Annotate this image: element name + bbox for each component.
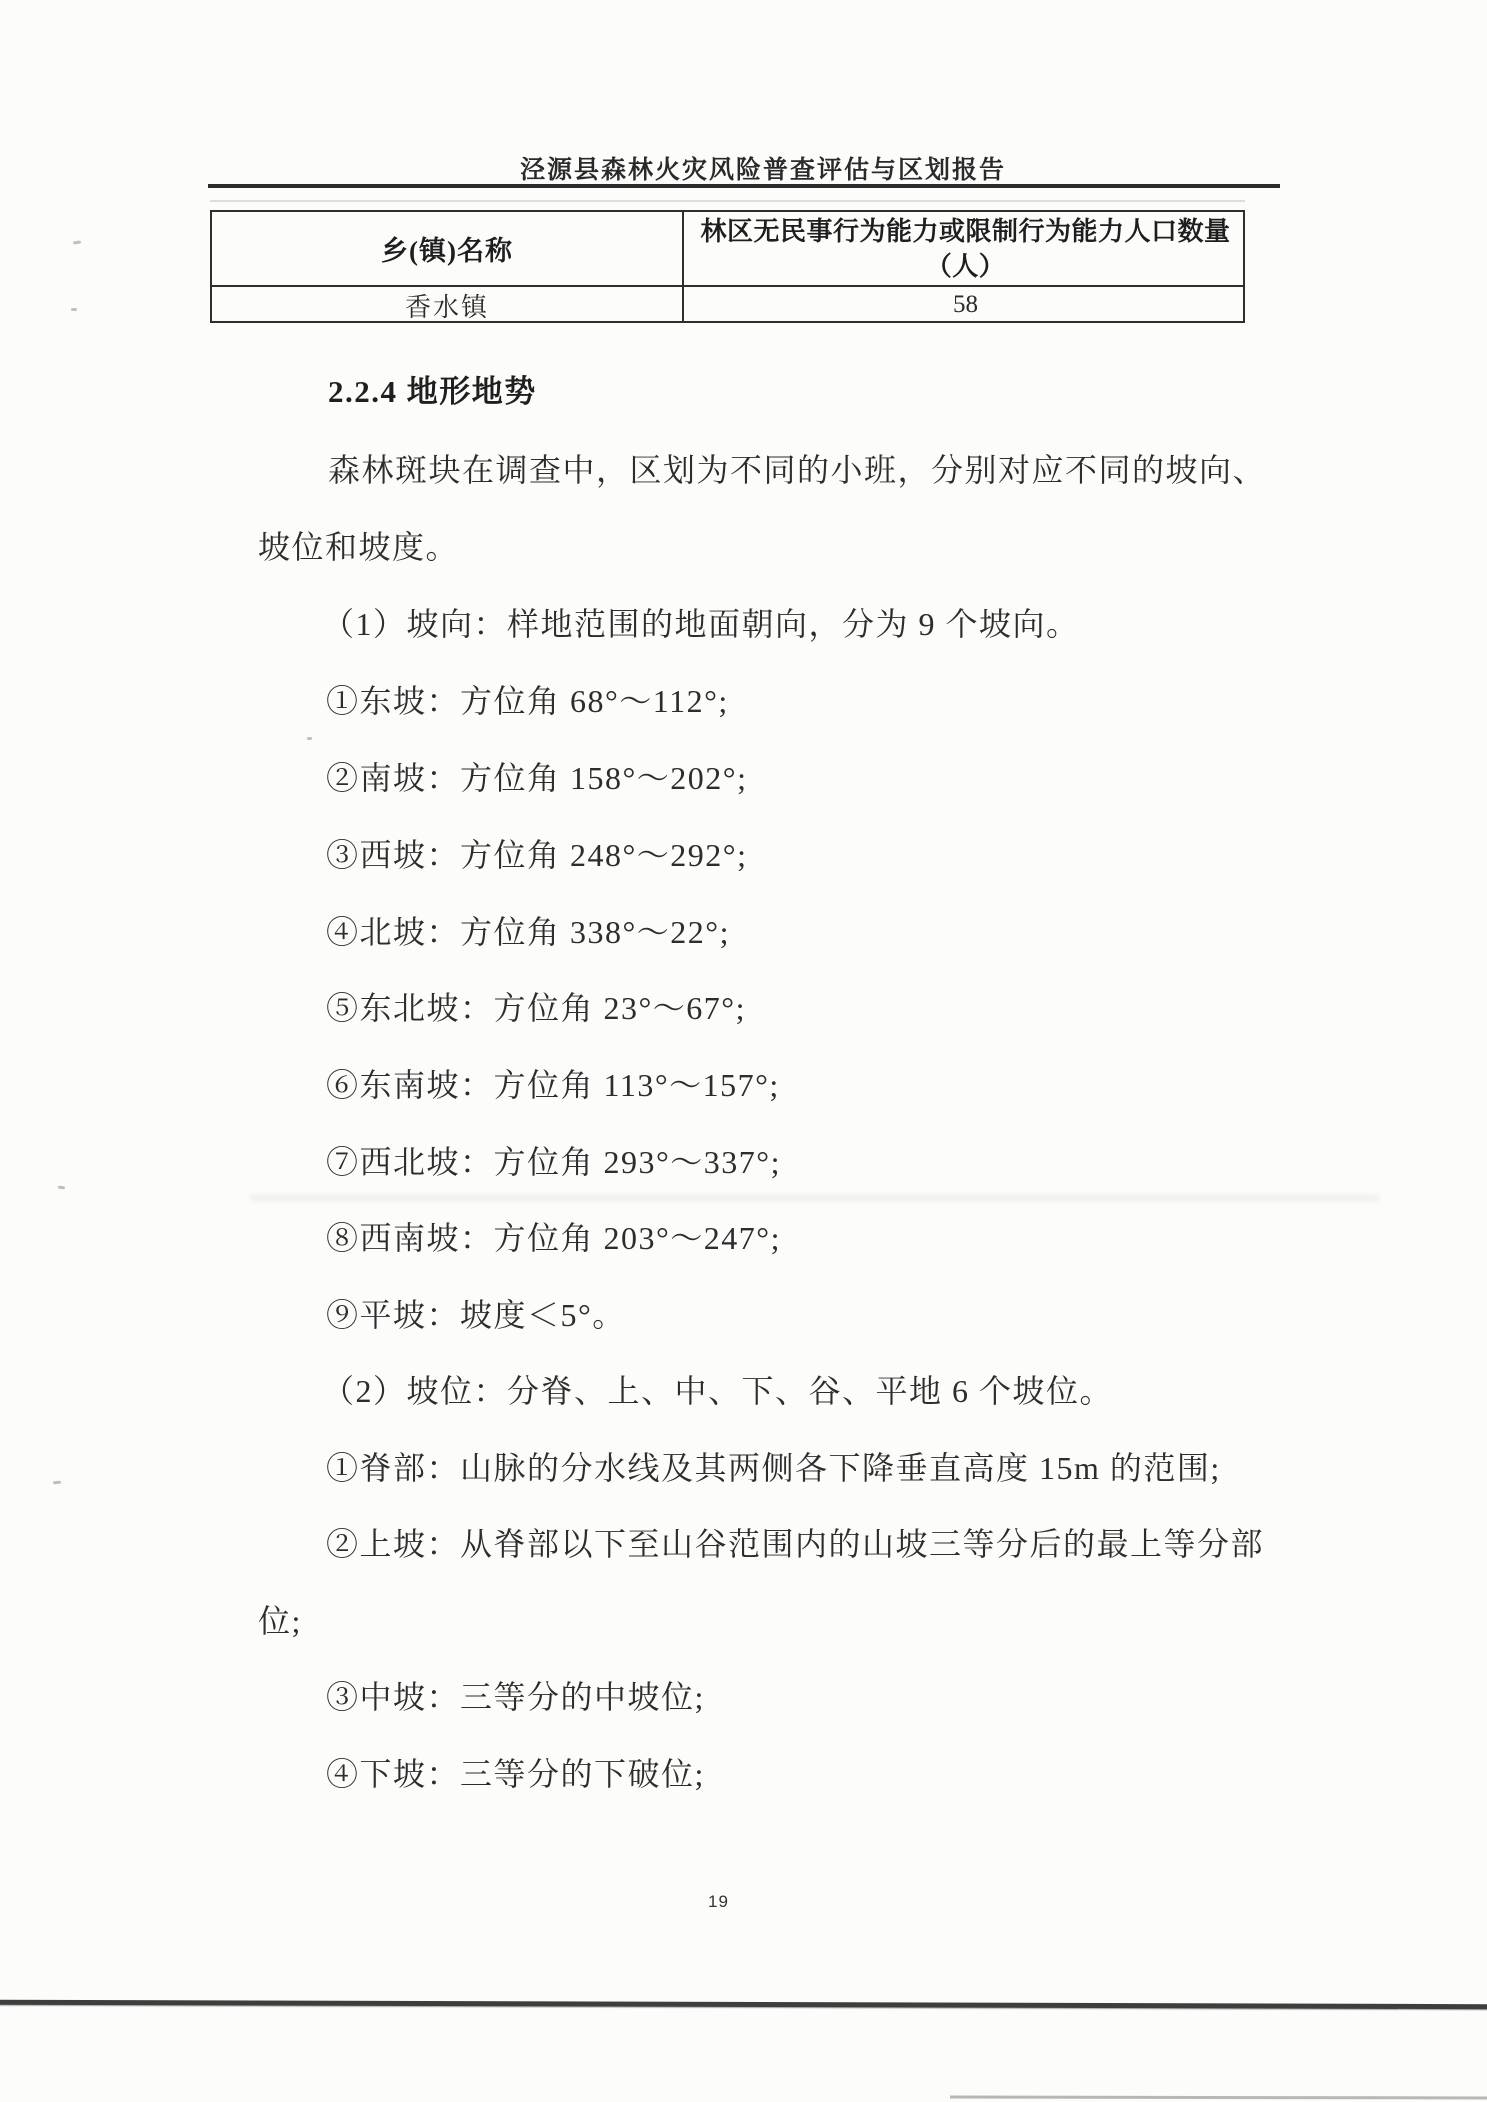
scan-artifact <box>210 200 1245 202</box>
list-item-line: ⑧西南坡：方位角 203°～247°; <box>326 1220 781 1256</box>
scan-speck <box>58 1186 65 1190</box>
list-item-line: ③西坡：方位角 248°～292°; <box>326 837 748 873</box>
running-header-title: 泾源县森林火灾风险普查评估与区划报告 <box>519 157 1007 184</box>
table-header-population-line2: （人） <box>925 251 1006 281</box>
list-item-line: ⑨平坡：坡度＜5°。 <box>326 1297 626 1333</box>
scan-speck <box>71 308 77 311</box>
table-header-town-name: 乡(镇)名称 <box>381 236 513 266</box>
list-item-line: （1）坡向：样地范围的地面朝向，分为 9 个坡向。 <box>322 606 1080 642</box>
list-item-line: ④下坡：三等分的下破位; <box>326 1756 705 1792</box>
paragraph-line: 位; <box>258 1603 302 1639</box>
list-item-line: ②南坡：方位角 158°～202°; <box>326 760 748 796</box>
list-item-line: ③中坡：三等分的中坡位; <box>326 1679 705 1715</box>
scan-speck <box>73 240 81 244</box>
list-item-line: ⑦西北坡：方位角 293°～337°; <box>326 1144 781 1180</box>
scan-edge-bar <box>0 2000 1487 2009</box>
list-item-line: ①脊部：山脉的分水线及其两侧各下降垂直高度 15m 的范围; <box>326 1450 1221 1486</box>
table-header-population <box>684 212 1247 285</box>
list-item-line: ⑤东北坡：方位角 23°～67°; <box>326 990 746 1026</box>
scan-artifact <box>250 1194 1380 1202</box>
list-item-line: ①东坡：方位角 68°～112°; <box>326 683 729 719</box>
list-item-line: （2）坡位：分脊、上、中、下、谷、平地 6 个坡位。 <box>322 1373 1114 1409</box>
table-cell-town-name: 香水镇 <box>404 292 489 322</box>
scan-speck <box>307 737 312 740</box>
table-cell-population-value: 58 <box>953 291 978 318</box>
scan-speck <box>53 1481 61 1485</box>
table-header-population-line1: 林区无民事行为能力或限制行为能力人口数量 <box>700 216 1231 246</box>
page-number: 19 <box>708 1892 729 1911</box>
list-item-line: ④北坡：方位角 338°～22°; <box>326 914 730 950</box>
header-rule <box>208 184 1280 188</box>
population-table <box>210 210 1245 323</box>
list-item-line: ⑥东南坡：方位角 113°～157°; <box>326 1067 780 1103</box>
paragraph-line: 森林斑块在调查中，区划为不同的小班，分别对应不同的坡向、 <box>328 452 1267 488</box>
section-heading: 2.2.4 地形地势 <box>328 374 537 409</box>
list-item-line: ②上坡：从脊部以下至山谷范围内的山坡三等分后的最上等分部 <box>326 1526 1265 1562</box>
scan-edge-bar-faint <box>950 2096 1487 2100</box>
paragraph-line: 坡位和坡度。 <box>258 529 460 565</box>
